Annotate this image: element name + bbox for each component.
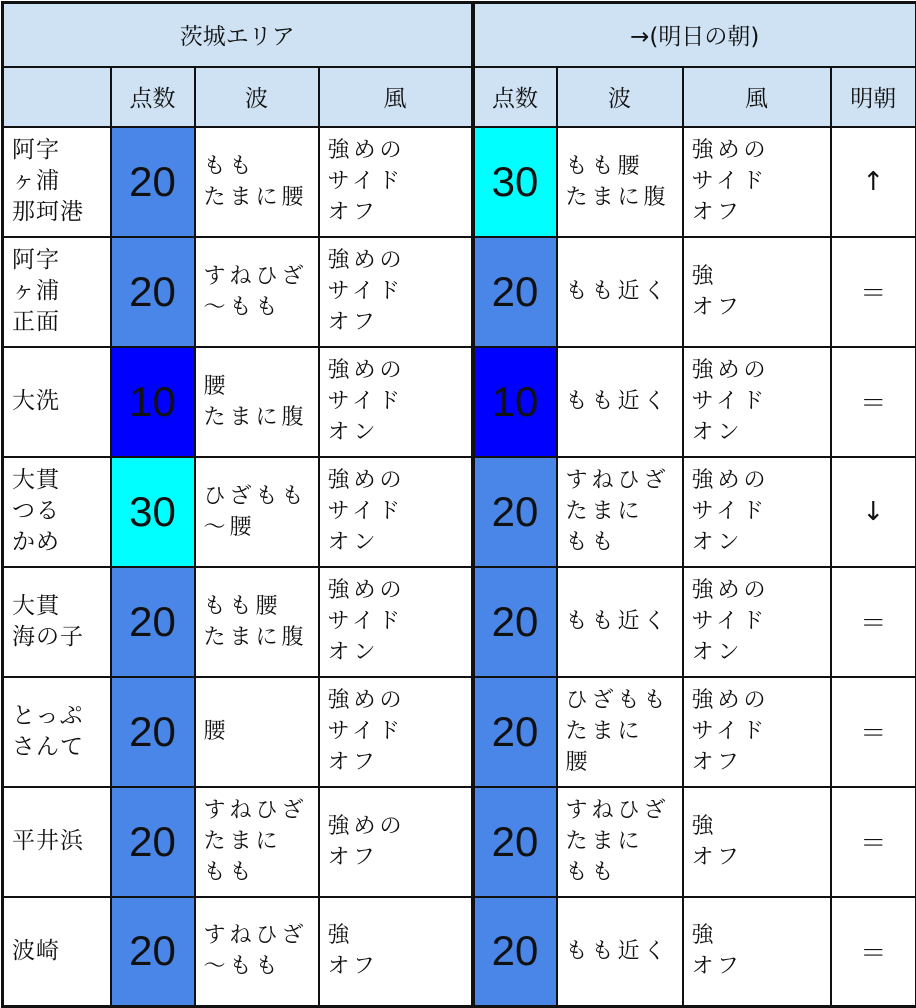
today-score: 20 [111,787,195,897]
tomorrow-wind: 強めの サイド オン [683,457,831,567]
spot-name: 平井浜 [3,787,111,897]
group-header-row [3,3,916,67]
today-wind: 強めの サイド オフ [319,237,473,347]
tomorrow-score: 20 [473,457,557,567]
today-wave-header: 波 [195,67,319,127]
spot-name: 阿字 ヶ浦 正面 [3,237,111,347]
tomorrow-wind: 強 オフ [683,897,831,1007]
today-wind-header: 風 [319,67,473,127]
spot-name: 阿字 ヶ浦 那珂港 [3,127,111,237]
today-wave: ひざもも 〜腰 [195,457,319,567]
today-wave: すねひざ 〜もも [195,237,319,347]
table-row [3,677,916,787]
today-score: 20 [111,677,195,787]
today-wave: もも腰 たまに腹 [195,567,319,677]
tomorrow-wind: 強 オフ [683,237,831,347]
area-title: 茨城エリア [3,3,473,67]
tomorrow-wave: もも近く [557,237,683,347]
tomorrow-score-header: 点数 [473,67,557,127]
tomorrow-score: 20 [473,567,557,677]
spot-name: 大貫 海の子 [3,567,111,677]
table-row [3,457,916,567]
spot-name: 波崎 [3,897,111,1007]
table-row [3,787,916,897]
today-wave: 腰 [195,677,319,787]
tomorrow-trend: ↑ [831,127,916,237]
tomorrow-trend: ＝ [831,567,916,677]
table-row [3,567,916,677]
tomorrow-wind: 強 オフ [683,787,831,897]
table-row [3,237,916,347]
tomorrow-trend: ↓ [831,457,916,567]
tomorrow-score: 10 [473,347,557,457]
tomorrow-trend: ＝ [831,897,916,1007]
today-score: 30 [111,457,195,567]
today-wind: 強めの サイド オン [319,347,473,457]
surf-forecast-table [1,1,916,1008]
today-score: 20 [111,127,195,237]
today-wind: 強めの オフ [319,787,473,897]
today-score: 20 [111,897,195,1007]
today-score: 20 [111,567,195,677]
tomorrow-wind: 強めの サイド オフ [683,677,831,787]
today-wave: もも たまに腰 [195,127,319,237]
tomorrow-wind: 強めの サイド オフ [683,127,831,237]
tomorrow-wave: もも近く [557,347,683,457]
tomorrow-wind-header: 風 [683,67,831,127]
today-wind: 強めの サイド オフ [319,127,473,237]
tomorrow-wave: ひざもも たまに 腰 [557,677,683,787]
today-wave: 腰 たまに腹 [195,347,319,457]
tomorrow-wind: 強めの サイド オン [683,567,831,677]
tomorrow-trend: ＝ [831,787,916,897]
column-header-row [3,67,916,127]
spot-name: 大洗 [3,347,111,457]
today-wind: 強めの サイド オン [319,457,473,567]
tomorrow-wind: 強めの サイド オン [683,347,831,457]
tomorrow-trend-header: 明朝 [831,67,916,127]
tomorrow-wave: もも近く [557,567,683,677]
today-wind: 強 オフ [319,897,473,1007]
today-score-header: 点数 [111,67,195,127]
tomorrow-score: 20 [473,677,557,787]
spot-name: 大貫 つる かめ [3,457,111,567]
tomorrow-score: 20 [473,787,557,897]
today-wind: 強めの サイド オフ [319,677,473,787]
tomorrow-wave: もも近く [557,897,683,1007]
spot-name: とっぷ さんて [3,677,111,787]
tomorrow-wave: すねひざ たまに もも [557,787,683,897]
table-row [3,347,916,457]
tomorrow-wave: すねひざ たまに もも [557,457,683,567]
spot-column-header [3,67,111,127]
tomorrow-trend: ＝ [831,237,916,347]
tomorrow-score: 20 [473,897,557,1007]
today-wind: 強めの サイド オン [319,567,473,677]
tomorrow-trend: ＝ [831,347,916,457]
today-score: 20 [111,237,195,347]
tomorrow-wave: もも腰 たまに腹 [557,127,683,237]
table-row [3,897,916,1007]
today-wave: すねひざ 〜もも [195,897,319,1007]
tomorrow-trend: ＝ [831,677,916,787]
tomorrow-score: 20 [473,237,557,347]
table-row [3,127,916,237]
tomorrow-title: →(明日の朝) [473,3,916,67]
tomorrow-score: 30 [473,127,557,237]
tomorrow-wave-header: 波 [557,67,683,127]
today-wave: すねひざ たまに もも [195,787,319,897]
today-score: 10 [111,347,195,457]
